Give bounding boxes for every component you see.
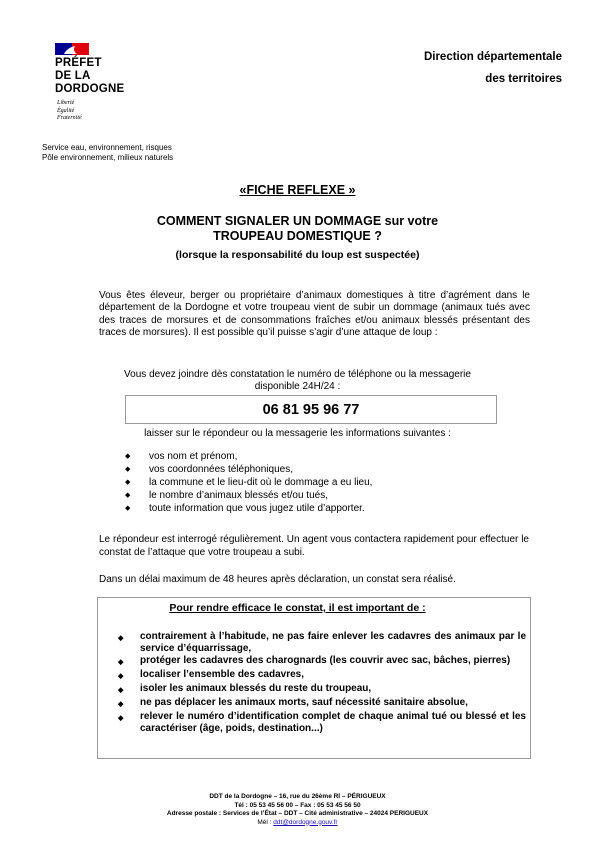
diamond-bullet-icon: ◆ bbox=[125, 466, 131, 474]
diamond-bullet-icon: ◆ bbox=[118, 701, 124, 708]
email-link[interactable]: ddt@dordogne.gouv.fr bbox=[273, 818, 338, 826]
leave-info-text: laisser sur le répondeur ou la messagerie les informations suivantes : bbox=[144, 428, 451, 439]
footer-mail: Mél : ddt@dordogne.gouv.fr bbox=[257, 818, 338, 826]
marianne-flag-logo bbox=[55, 43, 89, 55]
service-info: Service eau, environnement, risques Pôle environnement, milieux naturels bbox=[42, 143, 174, 162]
direction-header: Direction départementale des territoires bbox=[423, 51, 562, 85]
list-item: ◆ toute information que vous jugez utile d’apporter. bbox=[125, 503, 365, 515]
intro-paragraph: Vous êtes éleveur, berger ou propriétaire d’animaux domestiques à titre d’agrément dans le département de la Dordogne et votre troupeau vient de subir un dommage (animaux tués avec des traces de morsures et de consommations fraîches et/ou animaux blessés présentant des traces de morsures). Il est possible qu’il puisse s’agir d’une attaque de loup : bbox=[99, 290, 530, 338]
phone-number-box bbox=[125, 395, 497, 424]
diamond-bullet-icon: ◆ bbox=[125, 492, 131, 500]
list-item: ◆ le nombre d’animaux blessés et/ou tués, bbox=[125, 490, 328, 502]
constat-list bbox=[118, 631, 526, 735]
document-subtitle: (lorsque la responsabilité du loup est suspectée) bbox=[175, 249, 420, 261]
list-item: ◆ vos coordonnées téléphoniques, bbox=[125, 464, 293, 476]
list-item: ◆ protéger les cadavres des charognards (les couvrir avec sac, bâches, pierres) bbox=[118, 655, 526, 669]
diamond-bullet-icon: ◆ bbox=[125, 505, 131, 513]
constat-title: Pour rendre efficace le constat, il est important de : bbox=[169, 602, 426, 614]
prefecture-name: PRÉFET DE LA DORDOGNE bbox=[55, 57, 125, 95]
diamond-bullet-icon: ◆ bbox=[118, 687, 124, 694]
republic-motto: Liberté Égalité Fraternité bbox=[57, 100, 82, 121]
diamond-bullet-icon: ◆ bbox=[118, 715, 124, 722]
repondeur-paragraph: Le répondeur est interrogé régulièrement. Un agent vous contactera rapidement pour effectuer le constat de l’attaque que votre troupeau a subi. bbox=[99, 534, 529, 558]
contact-instruction: Vous devez joindre dès constatation le numéro de téléphone ou la messagerie disponible 24H/24 : bbox=[124, 369, 471, 392]
diamond-bullet-icon: ◆ bbox=[118, 635, 124, 642]
list-item: ◆ isoler les animaux blessés du reste du troupeau, bbox=[118, 683, 526, 697]
phone-number: 06 81 95 96 77 bbox=[262, 401, 360, 418]
document-title: COMMENT SIGNALER UN DOMMAGE sur votre TROUPEAU DOMESTIQUE ? bbox=[156, 214, 439, 243]
list-item: ◆ vos nom et prénom, bbox=[125, 451, 238, 463]
list-item: ◆ contrairement à l’habitude, ne pas faire enlever les cadavres des animaux par le service d’équarrissage, bbox=[118, 631, 526, 654]
list-item: ◆ relever le numéro d’identification complet de chaque animal tué ou blessé et les caractériser (âge, poids, destination...) bbox=[118, 711, 526, 734]
delai-paragraph: Dans un délai maximum de 48 heures après déclaration, un constat sera réalisé. bbox=[99, 574, 456, 585]
diamond-bullet-icon: ◆ bbox=[118, 659, 124, 666]
list-item: ◆ la commune et le lieu-dit où le dommage a eu lieu, bbox=[125, 477, 373, 489]
list-item: ◆ ne pas déplacer les animaux morts, sauf nécessité sanitaire absolue, bbox=[118, 697, 526, 711]
diamond-bullet-icon: ◆ bbox=[125, 453, 131, 461]
diamond-bullet-icon: ◆ bbox=[125, 479, 131, 487]
page-footer: DDT de la Dordogne – 16, rue du 26ème RI – PÉRIGUEUX Tél : 05 53 45 56 00 – Fax : 05 53 45 56 50 Adresse postale : Services de l’État – DDT – Cité administrative – 24024 PERIGUEUX Mél : ddt@dordogne.gouv.fr bbox=[0, 793, 595, 827]
fiche-label: «FICHE REFLEXE » bbox=[239, 183, 356, 197]
diamond-bullet-icon: ◆ bbox=[118, 673, 124, 680]
info-list bbox=[125, 451, 372, 516]
list-item: ◆ localiser l’ensemble des cadavres, bbox=[118, 669, 526, 683]
